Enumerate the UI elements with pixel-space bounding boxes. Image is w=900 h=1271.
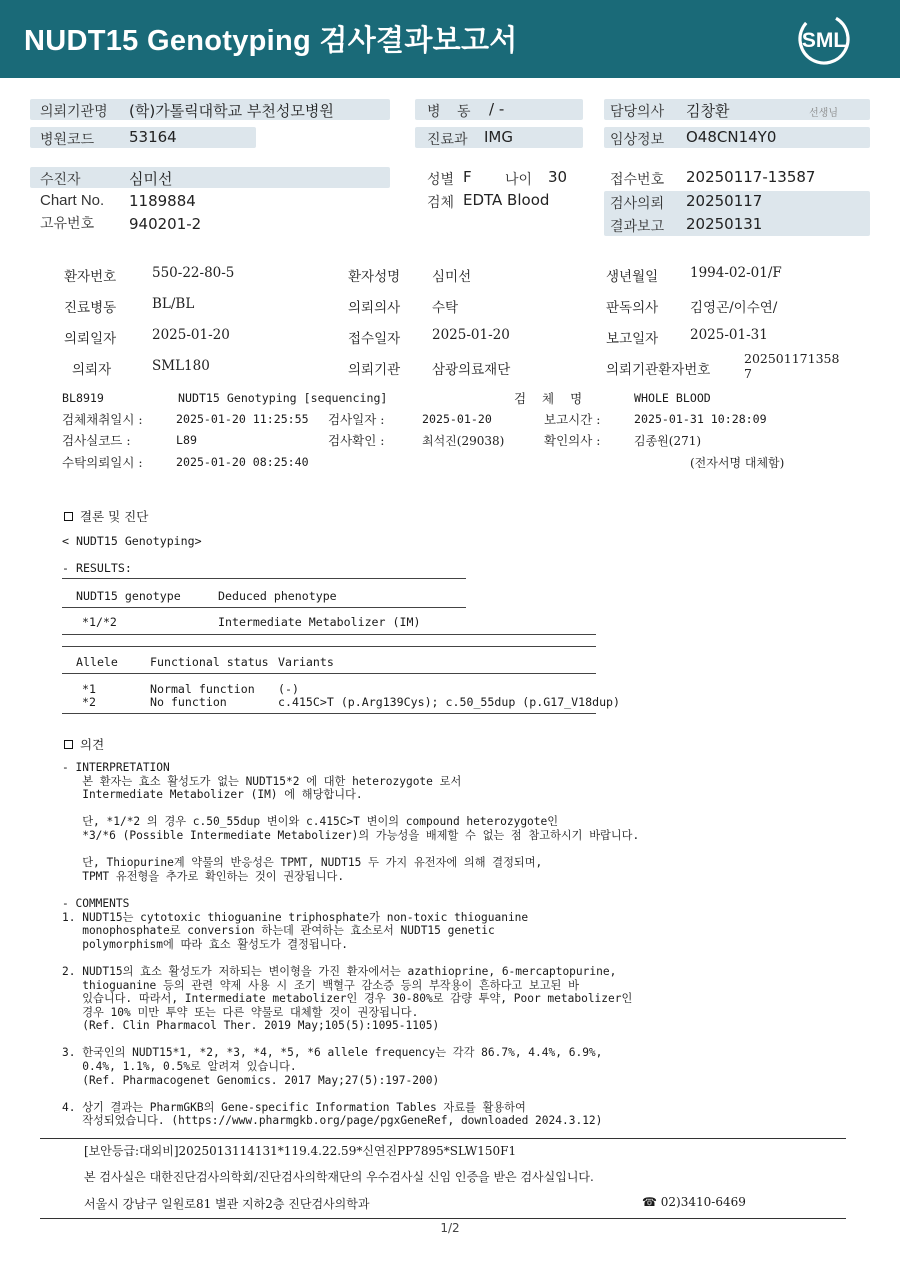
opinion-text: - INTERPRETATION 본 환자는 효소 활성도가 없는 NUDT15*2 에 대한 heterozygote 로서 Intermediate Metabolizer (IM) 에 해당합니다. 단, *1/*2 의 경우 c.50_55dup 변이와 c.415C>T 변이의 compound heterozygote인 *3/*6 (Possible Intermediate Metabolizer)의 가능성을 배제할 수 없는 점 참고하시기 바랍니다. 단, Thiopurine계 약물의 반응성은 TPMT, NUDT15 두 가지 유전자에 의해 결정되며, TPMT 유전형을 추가로 확인하는 것이 권장됩니다. - COMMENTS 1. NUDT15는 cytotoxic thioguanine triphosphate가 non-toxic thioguanine monophosphate로 conversion 하는데 관여하는 효소로서 NUDT15 genetic polymorphism에 따라 효소 활성도가 결정됩니다. 2. NUDT15의 효소 활성도가 저하되는 변이형을 가진 환자에서는 azathioprine, 6-mercaptopurine, thioguanine 등의 관련 약제 사용 시 조기 백혈구 감소증 등의 부작용이 흔하다고 보고된 바 있습니다. 따라서, Intermediate metabolizer인 경우 30-80%로 감량 투약, Poor metabolizer인 경우 10% 미만 투약 또는 다른 약물로 대체할 것이 권장됩니다. (Ref. Clin Pharmacol Ther. 2019 May;105(5):1095-1105) 3. 한국인의 NUDT15*1, *2, *3, *4, *5, *6 allele frequency는 각각 86.7%, 4.4%, 6.9%, 0.4%, 1.1%, 0.5%로 알려져 있습니다. (Ref. Pharmacogenet Genomics. 2017 May;27(5):197-200) 4. 상기 결과는 PharmGKB의 Gene-specific Information Tables 자료를 활용하여 작성되었습니다. (https://www.pharmgkb.org/page/pgxGeneRef, downloaded 2024.3.12) bbox=[62, 761, 640, 1128]
phenotype-header: Deduced phenotype bbox=[218, 589, 337, 603]
clinical-label: 임상정보 bbox=[610, 132, 665, 148]
pward-label: 진료병동 bbox=[64, 300, 117, 316]
cert-line: 본 검사실은 대한진단검사의학회/진단검사의학재단의 우수검사실 신임 인증을 받은 검사실입니다. bbox=[84, 1170, 594, 1184]
footer-rule-top bbox=[40, 1138, 846, 1139]
confirm-doc-label: 확인의사 : bbox=[544, 433, 601, 448]
test-specimen-label: 검 체 명 bbox=[514, 391, 589, 406]
req-doc-label: 의뢰의사 bbox=[348, 300, 401, 316]
phone-icon: ☎ bbox=[642, 1195, 657, 1209]
logo-text: SML bbox=[801, 29, 847, 52]
report-label: 결과보고 bbox=[610, 219, 665, 235]
hospital-code-value: 53164 bbox=[129, 128, 177, 146]
institution-label: 의뢰기관명 bbox=[40, 104, 108, 120]
req-inst-label: 의뢰기관 bbox=[348, 362, 401, 378]
name-label: 환자성명 bbox=[348, 269, 401, 285]
genotype-header: NUDT15 genotype bbox=[76, 589, 181, 603]
name-value: 심미선 bbox=[432, 269, 472, 285]
dob-value: 1994-02-01/F bbox=[690, 265, 782, 281]
sml-logo bbox=[796, 11, 852, 67]
recv-label: 수탁의뢰일시 : bbox=[62, 455, 143, 470]
address-line: 서울시 강남구 일원로81 별관 지하2층 진단검사의학과 bbox=[84, 1197, 370, 1211]
test-date-label: 검사일자 : bbox=[328, 412, 385, 427]
test-name: NUDT15 Genotyping [sequencing] bbox=[178, 391, 388, 405]
hospital-code-label: 병원코드 bbox=[40, 132, 95, 148]
confirm-doc-value: 김종원(271) bbox=[634, 434, 702, 448]
reader-label: 판독의사 bbox=[606, 300, 659, 316]
results-label: - RESULTS: bbox=[62, 561, 132, 575]
phone-number: 02)3410-6469 bbox=[660, 1195, 746, 1209]
patient-value: 심미선 bbox=[129, 170, 173, 188]
test-code: BL8919 bbox=[62, 391, 104, 405]
specimen-value: EDTA Blood bbox=[463, 191, 550, 209]
uid-label: 고유번호 bbox=[40, 216, 95, 232]
requester-label: 의뢰자 bbox=[72, 362, 112, 378]
esign-note: (전자서명 대체함) bbox=[690, 456, 785, 470]
pward-value: BL/BL bbox=[152, 296, 195, 312]
recv-date-value: 2025-01-20 bbox=[432, 327, 510, 343]
results-rule-2 bbox=[62, 607, 466, 608]
collect-value: 2025-01-20 11:25:55 bbox=[176, 412, 309, 426]
allele-1-status: Normal function bbox=[150, 682, 255, 696]
room-label: 검사실코드 : bbox=[62, 433, 131, 448]
dob-label: 생년월일 bbox=[606, 269, 659, 285]
requester-value: SML180 bbox=[152, 358, 210, 374]
age-label: 나이 bbox=[505, 172, 533, 188]
uid-value: 940201-2 bbox=[129, 215, 202, 233]
results-rule-1 bbox=[62, 578, 466, 579]
patient-label: 수진자 bbox=[40, 172, 81, 188]
clinical-value: O48CN14Y0 bbox=[686, 128, 777, 146]
security-line: [보안등급:대외비]2025013114131*119.4.22.59*신연진PP7895*SLW150F1 bbox=[84, 1144, 517, 1158]
test-specimen-value: WHOLE BLOOD bbox=[634, 391, 711, 405]
chart-value: 1189884 bbox=[129, 192, 196, 210]
receipt-value: 20250117-13587 bbox=[686, 168, 816, 186]
report-title: NUDT15 Genotyping 검사결과보고서 bbox=[24, 25, 518, 57]
specimen-label: 검체 bbox=[427, 195, 455, 211]
page-number: 1/2 bbox=[440, 1221, 460, 1235]
collect-label: 검체채취일시 : bbox=[62, 412, 143, 427]
allele-1: *1 bbox=[82, 682, 96, 696]
report-value: 20250131 bbox=[686, 215, 763, 233]
inst-patient-value-2: 7 bbox=[744, 366, 752, 381]
institution-value: (학)가톨릭대학교 부천성모병원 bbox=[129, 102, 334, 120]
report-time-value: 2025-01-31 10:28:09 bbox=[634, 412, 767, 426]
confirm-value: 최석진(29038) bbox=[422, 434, 505, 448]
receipt-label: 접수번호 bbox=[610, 172, 665, 188]
confirm-label: 검사확인 : bbox=[328, 433, 385, 448]
request-value: 20250117 bbox=[686, 192, 763, 210]
request-label: 검사의뢰 bbox=[610, 196, 665, 212]
sex-value: F bbox=[463, 168, 472, 186]
recv-date-label: 접수일자 bbox=[348, 331, 401, 347]
opinion-section-title: 의견 bbox=[64, 735, 104, 753]
dept-label: 진료과 bbox=[427, 132, 468, 148]
square-bullet-icon bbox=[64, 740, 73, 749]
doctor-value: 김창환 bbox=[686, 102, 730, 120]
footer-rule-bottom bbox=[40, 1218, 846, 1219]
test-date-value: 2025-01-20 bbox=[422, 412, 492, 426]
allele-2-status: No function bbox=[150, 695, 227, 709]
report-time-label: 보고시간 : bbox=[544, 412, 601, 427]
room-value: L89 bbox=[176, 433, 197, 447]
phone-line bbox=[642, 1195, 746, 1209]
reg-value: 550-22-80-5 bbox=[152, 265, 235, 281]
results-rule-3 bbox=[62, 634, 596, 635]
sex-label: 성별 bbox=[427, 172, 455, 188]
req-inst-value: 삼광의료재단 bbox=[432, 362, 511, 378]
allele-1-variants: (-) bbox=[278, 682, 299, 696]
square-bullet-icon bbox=[64, 512, 73, 521]
header-bar bbox=[0, 0, 900, 78]
req-date-label: 의뢰일자 bbox=[64, 331, 117, 347]
allele-2: *2 bbox=[82, 695, 96, 709]
recv-value: 2025-01-20 08:25:40 bbox=[176, 455, 309, 469]
patient-row bbox=[30, 167, 390, 188]
results-section-title: 결론 및 진단 bbox=[64, 507, 148, 525]
inst-patient-value-1: 202501171358 bbox=[744, 351, 840, 366]
chart-label: Chart No. bbox=[40, 192, 105, 209]
reader-value: 김영곤/이수연/ bbox=[690, 300, 778, 316]
dept-value: IMG bbox=[484, 128, 513, 146]
ward-value: / - bbox=[489, 100, 505, 118]
rep-date-value: 2025-01-31 bbox=[690, 327, 768, 343]
req-date-value: 2025-01-20 bbox=[152, 327, 230, 343]
rep-date-label: 보고일자 bbox=[606, 331, 659, 347]
results-rule-5 bbox=[62, 673, 596, 674]
variants-header: Variants bbox=[278, 655, 334, 669]
genotype-value: *1/*2 bbox=[82, 615, 117, 629]
req-doc-value: 수탁 bbox=[432, 300, 459, 316]
phenotype-value: Intermediate Metabolizer (IM) bbox=[218, 615, 421, 629]
doctor-suffix: 선생님 bbox=[809, 108, 838, 119]
results-rule-6 bbox=[62, 713, 596, 714]
inst-patient-label: 의뢰기관환자번호 bbox=[606, 362, 711, 378]
age-value: 30 bbox=[548, 168, 568, 186]
allele-2-variants: c.415C>T (p.Arg139Cys); c.50_55dup (p.G17_V18dup) bbox=[278, 695, 621, 709]
status-header: Functional status bbox=[150, 655, 269, 669]
ward-label: 병 동 bbox=[427, 104, 477, 120]
results-subtitle: < NUDT15 Genotyping> bbox=[62, 534, 202, 548]
reg-label: 환자번호 bbox=[64, 269, 117, 285]
allele-header: Allele bbox=[76, 655, 118, 669]
results-rule-4 bbox=[62, 646, 596, 647]
doctor-label: 담당의사 bbox=[610, 104, 665, 120]
